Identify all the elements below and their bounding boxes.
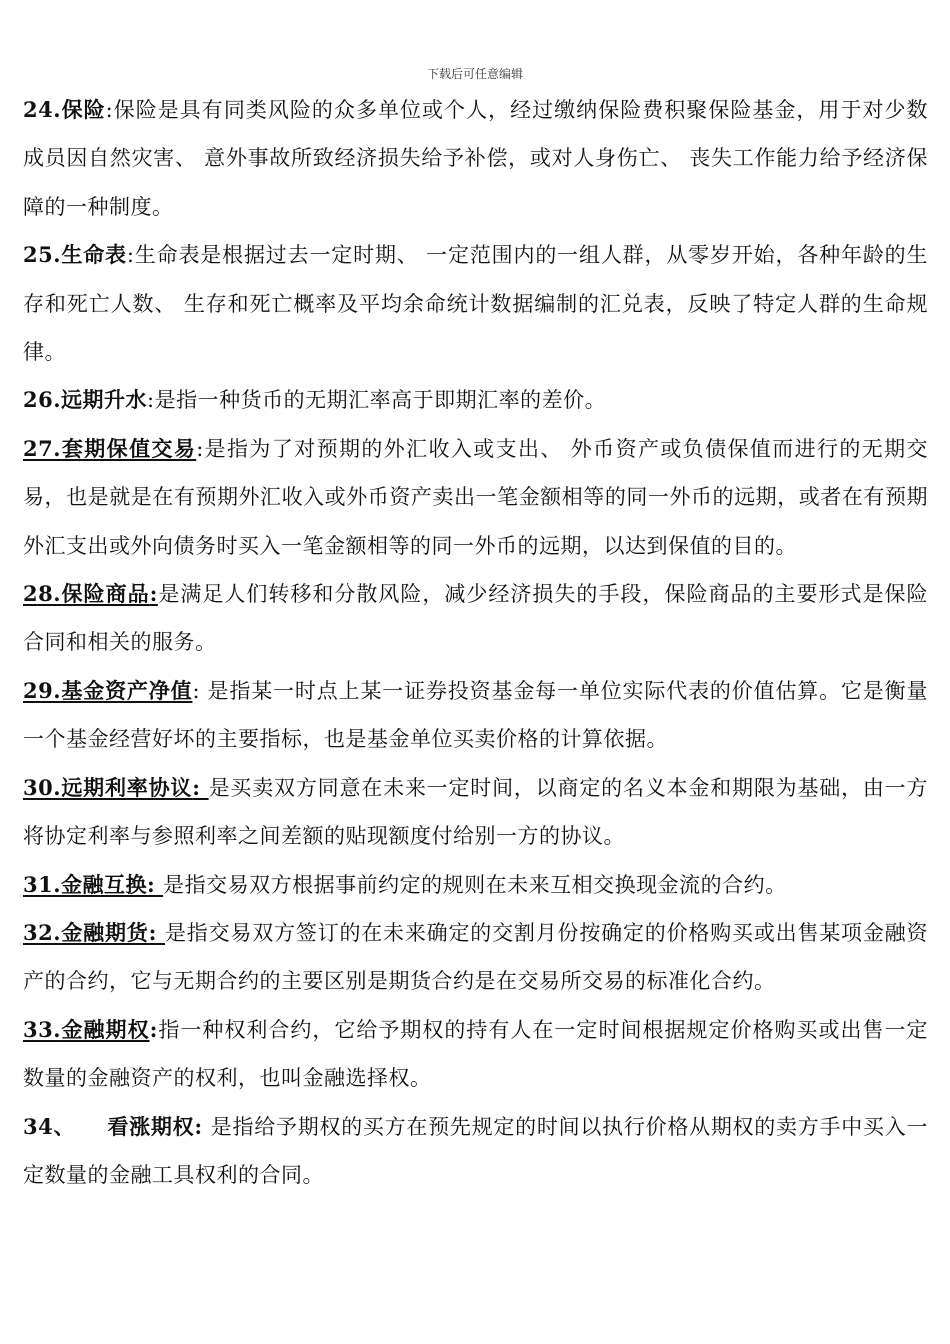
entry-definition: 指一种权利合约，它给予期权的持有人在一定时间根据规定价格购买或出售一定数量的金融资产的权利，也叫金融选择权。 (23, 1017, 929, 1091)
entry-number: 32. (23, 919, 62, 945)
entry-definition: 生命表是根据过去一定时期、 一定范围内的一组人群，从零岁开始，各种年龄的生存和死亡人数、 生存和死亡概率及平均余命统计数据编制的汇兑表，反映了特定人群的生命规律。 (23, 243, 928, 365)
entry-definition: 是买卖双方同意在未来一定时间，以商定的名义本金和期限为基础，由一方将协定利率与参照利率之间差额的贴现额度付给别一方的协议。 (23, 775, 928, 849)
entry-term (23, 436, 196, 461)
entry-separator: : (196, 436, 204, 461)
entry-term (23, 775, 209, 800)
entry-separator: : (149, 1016, 158, 1042)
entry-separator: : (192, 774, 209, 800)
entry-number: 26. (23, 387, 62, 413)
entry-number: 28. (23, 581, 62, 607)
entry-term (23, 1114, 211, 1139)
entry-separator: : (149, 581, 158, 607)
entry-definition: 是指一种货币的无期汇率高于即期汇率的差价。 (154, 388, 607, 413)
entry-term (23, 581, 158, 606)
glossary-entry-32 (23, 909, 928, 1006)
glossary-entry-29 (23, 667, 928, 764)
entry-definition: 是指某一时点上某一证券投资基金每一单位实际代表的价值估算。它是衡量一个基金经营好坏的主要指标，也是基金单位买卖价格的计算依据。 (23, 678, 928, 752)
glossary-entry-30 (23, 764, 928, 861)
entry-separator: : (147, 871, 164, 897)
glossary-entry-26 (23, 376, 928, 424)
entry-number: 25. (23, 242, 62, 268)
entry-separator: : (194, 1113, 211, 1139)
glossary-content (23, 86, 928, 1199)
glossary-entry-34 (23, 1103, 928, 1200)
entry-definition: 保险是具有同类风险的众多单位或个人，经过缴纳保险费积聚保险基金，用于对少数成员因自然灾害、 意外事故所致经济损失给予补偿，或对人身伤亡、 丧失工作能力给予经济保障的一种制度。 (23, 98, 929, 219)
entry-number: 31. (23, 871, 62, 897)
entry-term (23, 872, 163, 897)
entry-number: 29. (23, 677, 62, 703)
entry-number: 34、 (23, 1113, 76, 1139)
entry-term-text: 远期利率协议 (61, 774, 193, 800)
entry-term-text: 保险 (61, 97, 106, 122)
entry-term-text: 金融期货 (61, 919, 149, 945)
entry-separator: : (126, 243, 135, 268)
glossary-entry-28 (23, 570, 928, 667)
entry-number: 24. (23, 97, 62, 122)
entry-term-text: 金融互换 (61, 871, 148, 897)
entry-definition: 是满足人们转移和分散风险，减少经济损失的手段，保险商品的主要形式是保险合同和相关的服务。 (23, 582, 929, 655)
entry-term-text: 基金资产净值 (61, 677, 193, 703)
entry-separator: : (105, 98, 114, 122)
entry-term-text: 远期升水 (61, 387, 148, 413)
glossary-entry-27 (23, 425, 928, 570)
entry-term (23, 1017, 150, 1042)
entry-term-text: 金融期权 (61, 1016, 150, 1042)
entry-number: 27. (23, 435, 62, 461)
entry-definition: 是指交易双方签订的在未来确定的交割月份按确定的价格购买或出售某项金融资产的合约，它与无期合约的主要区别是期货合约是在交易所交易的标准化合约。 (23, 920, 928, 994)
entry-separator: : (148, 919, 165, 945)
entry-term (23, 920, 165, 945)
entry-term (23, 387, 147, 412)
glossary-entry-24 (23, 86, 928, 231)
entry-term-text: 保险商品 (61, 581, 150, 607)
entry-definition: 是指交易双方根据事前约定的规则在未来互相交换现金流的合约。 (163, 872, 787, 897)
entry-separator: : (147, 388, 155, 413)
entry-separator: : (192, 678, 208, 703)
entry-number: 33. (23, 1016, 62, 1042)
glossary-entry-25 (23, 231, 928, 376)
entry-term-text: 看涨期权 (107, 1113, 195, 1139)
entry-definition: 是指给予期权的买方在预先规定的时间以执行价格从期权的卖方手中买入一定数量的金融工具权利的合同。 (23, 1114, 928, 1187)
entry-term (23, 678, 192, 703)
glossary-entry-31 (23, 861, 928, 909)
entry-number: 30. (23, 774, 62, 800)
entry-term (23, 97, 106, 122)
page-header-note: 下载后可任意编辑 (426, 67, 523, 81)
entry-definition: 是指为了对预期的外汇收入或支出、 外币资产或负债保值而进行的无期交易，也是就是在有预期外汇收入或外币资产卖出一笔金额相等的同一外币的远期，或者在有预期外汇支出或外向债务时买入一笔金额相等的同一外币的远期，以达到保值的目的。 (23, 436, 928, 558)
entry-term-text: 套期保值交易 (61, 435, 197, 461)
entry-term (23, 242, 127, 267)
glossary-entry-33 (23, 1006, 928, 1103)
entry-term-text: 生命表 (61, 242, 127, 268)
